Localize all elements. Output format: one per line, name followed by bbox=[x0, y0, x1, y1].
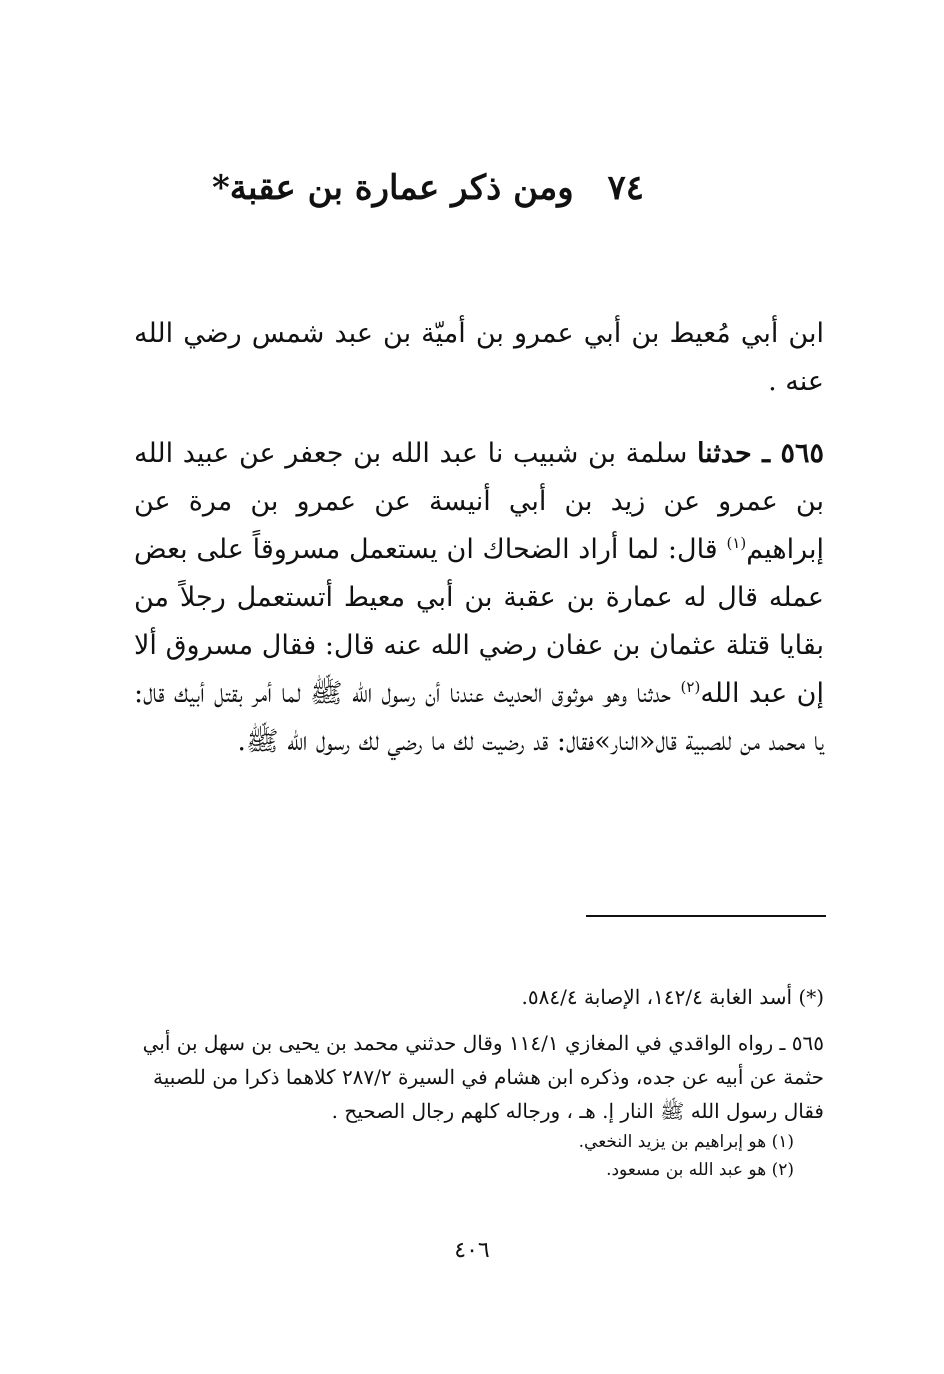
hadith-text-part-2: قال: لما أراد الضحاك ان يستعمل مسروقاً على بعض عمله قال له عمارة بن عقبة بن أبي معيط أتستعمل رجلاً من بقايا قتلة عثمان بن عفان رضي الله عنه قال: فقال مسروق ألا إن عبد الله bbox=[134, 534, 824, 709]
footnote-star: (*) أسد الغابة ١٤٢/٤، الإصابة ٥٨٤/٤. bbox=[521, 985, 824, 1009]
chapter-heading bbox=[212, 168, 644, 208]
chapter-title: ومن ذكر عمارة بن عقبة* bbox=[212, 168, 574, 208]
footnote-ref-2: (٢) bbox=[680, 678, 701, 696]
intro-paragraph: ابن أبي مُعيط بن أبي عمرو بن أميّة بن عبد شمس رضي الله عنه . bbox=[134, 318, 824, 397]
footnote-2: (٢) هو عبد الله بن مسعود. bbox=[606, 1160, 794, 1180]
hadith-text-part-3: حدثنا وهو موثوق الحديث عندنا أن رسول الله ﷺ لما أمر بقتل أبيك قال: يا محمد من للصبية قال«النار»فقال: قد رضيت لك ما رضي لك رسول الله ﷺ. bbox=[134, 678, 824, 757]
footnote-1: (١) هو إبراهيم بن يزيد النخعي. bbox=[578, 1132, 794, 1152]
footnote-divider bbox=[586, 915, 826, 917]
hadith-lead: ٥٦٥ ـ حدثنا bbox=[696, 438, 824, 469]
hadith-text-part-1: سلمة بن شبيب نا عبد الله بن جعفر عن عبيد الله بن عمرو عن زيد بن أبي أنيسة عن عمرو بن مرة عن إبراهيم bbox=[134, 438, 824, 565]
footnotes-section bbox=[134, 980, 824, 1184]
chapter-number: ٧٤ bbox=[607, 168, 644, 208]
footnote-hadith: ٥٦٥ ـ رواه الواقدي في المغازي ١١٤/١ وقال حدثني محمد بن يحيى بن سهل بن أبي حثمة عن أبيه عن جده، وذكره ابن هشام في السيرة ٢٨٧/٢ كلاهما ذكرا من للصبية فقال رسول الله ﷺ النار إ. هـ ، ورجاله كلهم رجال الصحيح . bbox=[142, 1031, 824, 1123]
footnote-ref-1: (١) bbox=[726, 534, 747, 552]
main-text bbox=[134, 310, 824, 766]
hadith-paragraph bbox=[134, 430, 824, 766]
page-number: ٤٠٦ bbox=[454, 1238, 490, 1263]
